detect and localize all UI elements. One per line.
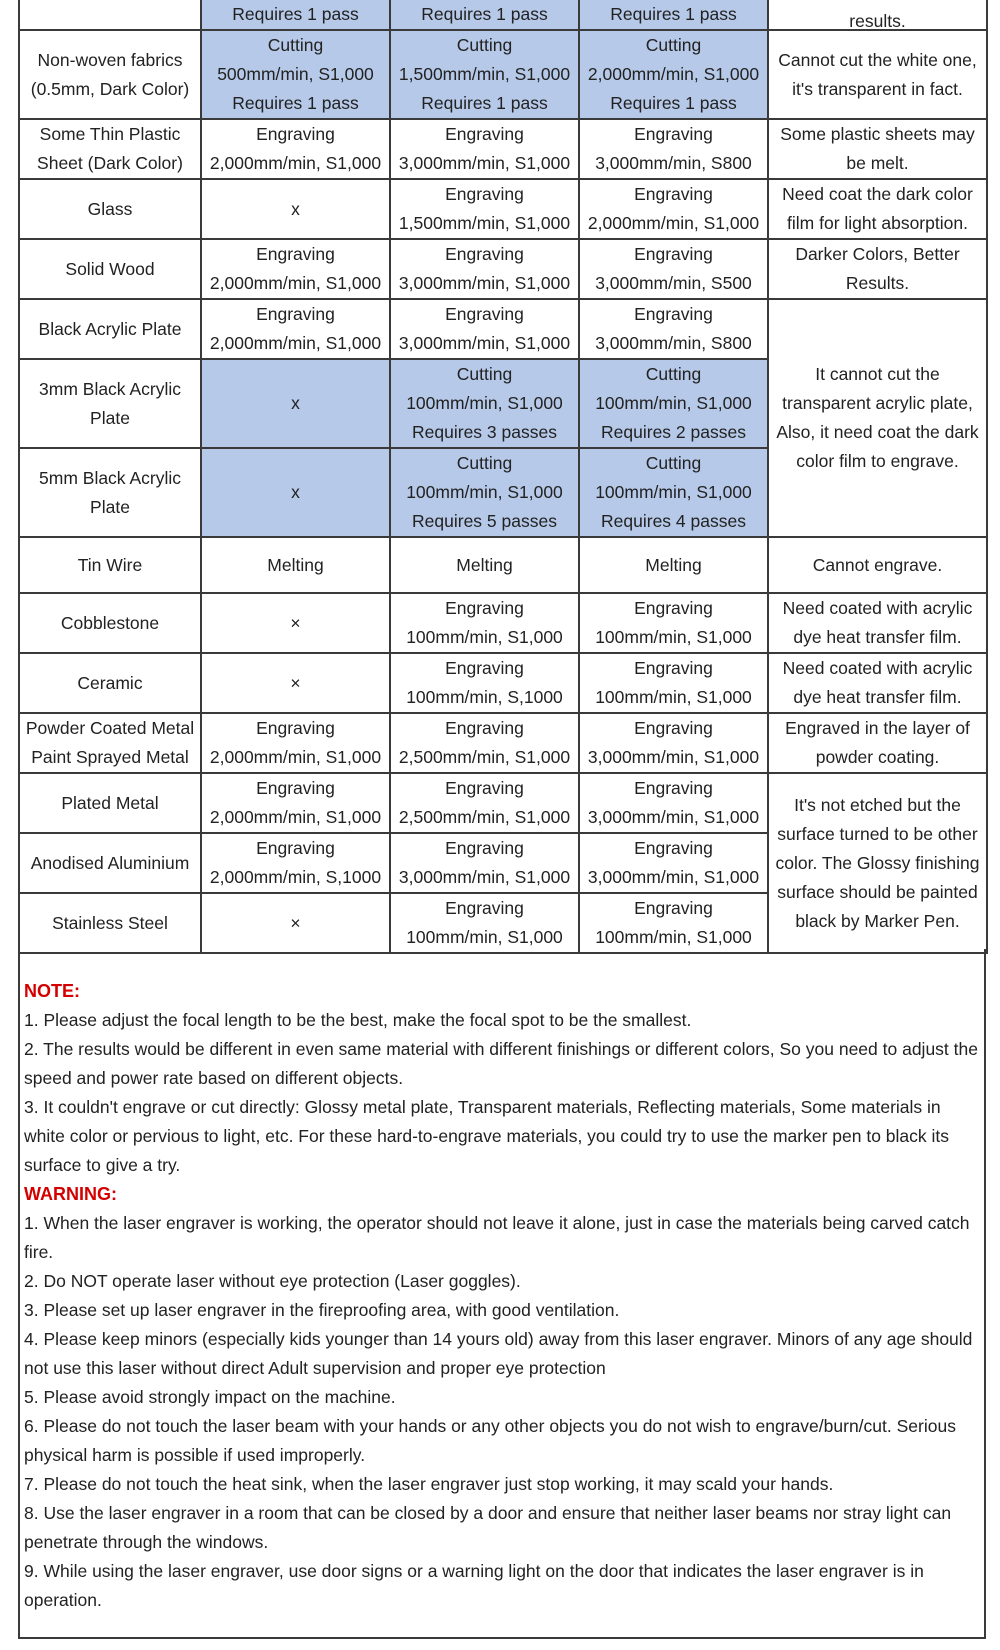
setting-cell [201,179,390,239]
cell-line: 100mm/min, S1,000 [595,393,752,413]
cell-line: Cutting [456,364,513,384]
setting-cell [390,179,579,239]
note-cell [768,593,987,653]
cell-line: 2,000mm/min, S1,000 [209,333,382,353]
setting-cell [390,537,579,593]
cell-line: 5mm Black Acrylic [39,467,181,488]
setting-cell [201,833,390,893]
material-settings-table [18,0,988,954]
cell-line: Melting [645,554,702,575]
cell-line: 3,000mm/min, S1,000 [398,867,571,887]
cell-line: 3,000mm/min, S1,000 [587,747,760,767]
cell-line: Engraving [634,124,713,144]
cell-line: Requires 1 pass [421,93,548,113]
setting-cell [579,833,768,893]
cell-line: Engraving [445,184,524,204]
cell-line: Cannot cut the white one, [778,49,977,70]
cell-line: it's transparent in fact. [792,78,963,99]
cell-line: 500mm/min, S1,000 [217,64,374,84]
cell-line: Engraved in the layer of [785,718,970,738]
setting-cell [390,833,579,893]
cell-line: Engraving [634,718,713,738]
setting-cell [390,30,579,119]
cell-line: Melting [267,554,324,575]
setting-cell [201,653,390,713]
cell-line: Engraving [634,778,713,798]
cell-line: dye heat transfer film. [793,627,962,647]
cell-line: 2,000mm/min, S1,000 [209,747,382,767]
cell-line: Engraving [445,598,524,618]
material-cell [19,593,201,653]
cell-line: Plated Metal [61,792,159,813]
cell-line: Paint Sprayed Metal [31,747,189,767]
setting-cell [201,299,390,359]
setting-cell [579,0,768,30]
cell-line: Some Thin Plastic [39,124,181,144]
cell-line: Plate [90,496,130,517]
cell-line: Darker Colors, Better [795,244,960,264]
cell-line: 2,000mm/min, S1,000 [587,64,760,84]
cell-line: Non-woven fabrics [37,49,183,70]
cell-line: Some plastic sheets may [780,124,975,144]
table-row [19,537,987,593]
cell-line: surface should be painted [777,881,978,902]
cell-line: It's not etched but the [794,794,961,815]
warning-item: 3. Please set up laser engraver in the fireproofing area, with good ventilation. [24,1300,620,1320]
cell-line: color film to engrave. [796,451,959,471]
material-cell [19,0,201,30]
cell-line: 1,500mm/min, S1,000 [398,64,571,84]
cell-line: film for light absorption. [787,213,968,233]
setting-cell [390,448,579,537]
setting-cell [390,239,579,299]
material-cell [19,833,201,893]
setting-cell [201,537,390,593]
cell-line: dye heat transfer film. [793,687,962,707]
note-item: 1. Please adjust the focal length to be the best, make the focal spot to be the smallest. [24,1010,692,1030]
table-row [19,773,987,833]
cell-line: black by Marker Pen. [795,910,960,931]
cell-line: Engraving [634,598,713,618]
table-row [19,30,987,119]
setting-cell [390,653,579,713]
warning-item: 9. While using the laser engraver, use door signs or a warning light on the door that indicates the laser engraver is in operation. [24,1561,924,1610]
cell-line: x [291,198,300,219]
material-cell [19,119,201,179]
table-row [19,653,987,713]
cell-line: Powder Coated Metal [25,718,195,738]
warning-item: 4. Please keep minors (especially kids younger than 14 yours old) away from this laser engraver. Minors of any age should not use this laser without direct Adult supervision and proper eye protection [24,1329,973,1378]
cell-line: Requires 1 pass [610,93,737,113]
table-row [19,179,987,239]
cell-line: Requires 5 passes [412,511,557,531]
warning-item: 6. Please do not touch the laser beam with your hands or any other objects you do not wish to engrave/burn/cut. Serious physical harm is possible if used improperly. [24,1416,956,1465]
note-cell [768,179,987,239]
cell-line: (0.5mm, Dark Color) [30,78,190,99]
setting-cell [579,299,768,359]
cell-line: Requires 1 pass [421,4,548,24]
note-cell [768,653,987,713]
cell-line: Engraving [634,898,713,918]
table-row [19,713,987,773]
setting-cell [201,30,390,119]
cell-line: Engraving [445,838,524,858]
cell-line: Requires 1 pass [232,4,359,24]
cell-line: Engraving [445,124,524,144]
setting-cell [201,0,390,30]
cell-line: Engraving [634,658,713,678]
warning-item: 2. Do NOT operate laser without eye protection (Laser goggles). [24,1271,521,1291]
cell-line: 3,000mm/min, S1,000 [398,273,571,293]
cell-line: Engraving [445,304,524,324]
cell-line: Cobblestone [60,612,160,633]
cell-line: Melting [456,554,513,575]
material-cell [19,653,201,713]
cell-line: Tin Wire [77,554,143,575]
material-cell [19,537,201,593]
cell-line: be melt. [846,153,909,173]
cell-line: Glass [87,198,133,219]
cell-line: 2,000mm/min, S1,000 [209,807,382,827]
setting-cell [201,713,390,773]
cell-line: 100mm/min, S1,000 [406,393,563,413]
cell-line: Sheet (Dark Color) [37,153,183,173]
note-cell [768,537,987,593]
cell-line: Cutting [645,35,702,55]
setting-cell [579,537,768,593]
table-row [19,299,987,359]
setting-cell [390,359,579,448]
setting-cell [390,593,579,653]
material-cell [19,30,201,119]
warning-item: 8. Use the laser engraver in a room that can be closed by a door and ensure that neither laser beams nor stray light can penetrate through the windows. [24,1503,952,1552]
setting-cell [579,448,768,537]
cell-line: Black Acrylic Plate [38,318,182,339]
cell-line: 2,500mm/min, S1,000 [398,747,571,767]
setting-cell [579,713,768,773]
cell-line: 100mm/min, S1,000 [595,687,752,707]
cell-line: 100mm/min, S1,000 [406,482,563,502]
setting-cell [201,239,390,299]
cell-line: Engraving [256,124,335,144]
cell-line: Engraving [634,244,713,264]
cell-line: 2,000mm/min, S1,000 [587,213,760,233]
warning-list [24,1209,980,1615]
material-cell [19,299,201,359]
cell-line: Stainless Steel [52,912,168,933]
warning-heading: WARNING: [24,1184,117,1204]
cell-line: Anodised Aluminium [30,852,190,873]
note-item: 3. It couldn't engrave or cut directly: Glossy metal plate, Transparent materials, Reflecting materials, Some materials in white color or pervious to light, etc. For these hard-to-engrave materials, you could try to use the marker pen to black its surface to give a try. [24,1097,950,1175]
setting-cell [579,179,768,239]
material-cell [19,893,201,953]
cell-line: 3,000mm/min, S500 [595,273,752,293]
cell-line: Solid Wood [65,258,155,279]
cell-line: 3mm Black Acrylic [39,378,181,399]
setting-cell [390,119,579,179]
cell-line: Need coated with acrylic [782,658,973,678]
setting-cell [201,593,390,653]
cell-line: 2,500mm/min, S1,000 [398,807,571,827]
material-cell [19,448,201,537]
setting-cell [390,0,579,30]
cell-line: × [290,612,301,633]
cell-line: Engraving [445,718,524,738]
note-cell [768,30,987,119]
cell-line: 100mm/min, S1,000 [406,627,563,647]
setting-cell [579,773,768,833]
note-cell [768,773,987,953]
cell-line: Ceramic [77,672,143,693]
cell-line: x [291,482,300,502]
cell-line: Requires 1 pass [610,4,737,24]
cell-line: 100mm/min, S,1000 [406,687,563,707]
material-cell [19,239,201,299]
cell-line: Cutting [645,364,702,384]
setting-cell [579,359,768,448]
setting-cell [579,653,768,713]
material-cell [19,773,201,833]
note-heading: NOTE: [24,981,80,1001]
cell-line: Engraving [445,658,524,678]
cell-line: 2,000mm/min, S1,000 [209,273,382,293]
cell-line: It cannot cut the [815,364,940,384]
cell-line: Requires 1 pass [232,93,359,113]
note-cell [768,239,987,299]
setting-cell [201,359,390,448]
warning-item: 7. Please do not touch the heat sink, when the laser engraver just stop working, it may scald your hands. [24,1474,834,1494]
setting-cell [201,119,390,179]
cell-line: Plate [90,407,130,428]
table-row [19,239,987,299]
cell-line: results. [849,11,906,30]
cell-line: Engraving [256,304,335,324]
cell-line: Cutting [267,35,324,55]
cell-line: 3,000mm/min, S1,000 [398,333,571,353]
setting-cell [390,713,579,773]
cell-line: Engraving [445,778,524,798]
cell-line: Requires 2 passes [601,422,746,442]
cell-line: Cutting [645,453,702,473]
cell-line: 100mm/min, S1,000 [406,927,563,947]
cell-line: Engraving [634,304,713,324]
material-cell [19,713,201,773]
cell-line: Cutting [456,35,513,55]
warning-item: 5. Please avoid strongly impact on the machine. [24,1387,396,1407]
setting-cell [201,448,390,537]
cell-line: 100mm/min, S1,000 [595,482,752,502]
setting-cell [201,773,390,833]
cell-line: 100mm/min, S1,000 [595,927,752,947]
cell-line: 3,000mm/min, S800 [595,153,752,173]
setting-cell [579,119,768,179]
cell-line: Engraving [445,244,524,264]
cell-line: 2,000mm/min, S1,000 [209,153,382,173]
cell-line: Engraving [256,778,335,798]
cell-line: Need coated with acrylic [782,598,973,618]
setting-cell [579,893,768,953]
cell-line: Engraving [634,184,713,204]
note-cell [768,713,987,773]
cell-line: 3,000mm/min, S1,000 [587,867,760,887]
cell-line: surface turned to be other [777,823,978,844]
cell-line: Cannot engrave. [812,554,943,575]
notes-section [18,949,986,1639]
cell-line: transparent acrylic plate, [782,393,973,413]
cell-line: Engraving [634,838,713,858]
cell-line: Cutting [456,453,513,473]
setting-cell [579,30,768,119]
setting-cell [390,773,579,833]
note-cell [768,299,987,537]
material-settings-sheet [18,0,986,954]
cell-line: 3,000mm/min, S800 [595,333,752,353]
cell-line: Engraving [445,898,524,918]
table-row [19,119,987,179]
setting-cell [579,593,768,653]
setting-cell [201,893,390,953]
cell-line: Engraving [256,244,335,264]
cell-line: Engraving [256,838,335,858]
note-item: 2. The results would be different in even same material with different finishings or different colors, So you need to adjust the speed and power rate based on different objects. [24,1039,978,1088]
cell-line: × [290,672,301,693]
cell-line: 1,500mm/min, S1,000 [398,213,571,233]
cell-line: color. The Glossy finishing [775,852,980,873]
cell-line: Also, it need coat the dark [776,422,979,442]
cell-line: Requires 3 passes [412,422,557,442]
cell-line: Need coat the dark color [782,184,973,204]
setting-cell [390,299,579,359]
note-cell [768,0,987,30]
material-cell [19,359,201,448]
cell-line: × [290,912,301,933]
note-cell [768,119,987,179]
table-row [19,0,987,30]
cell-line: 2,000mm/min, S,1000 [209,867,382,887]
table-row [19,593,987,653]
cell-line: powder coating. [815,747,940,767]
cell-line: 3,000mm/min, S1,000 [587,807,760,827]
warning-item: 1. When the laser engraver is working, the operator should not leave it alone, just in case the materials being carved catch fire. [24,1213,970,1262]
cell-line: 100mm/min, S1,000 [595,627,752,647]
cell-line: Results. [845,273,910,293]
setting-cell [390,893,579,953]
cell-line: 3,000mm/min, S1,000 [398,153,571,173]
note-list [24,1006,980,1180]
cell-line: x [291,393,300,413]
setting-cell [579,239,768,299]
cell-line: Engraving [256,718,335,738]
material-cell [19,179,201,239]
cell-line: Requires 4 passes [601,511,746,531]
